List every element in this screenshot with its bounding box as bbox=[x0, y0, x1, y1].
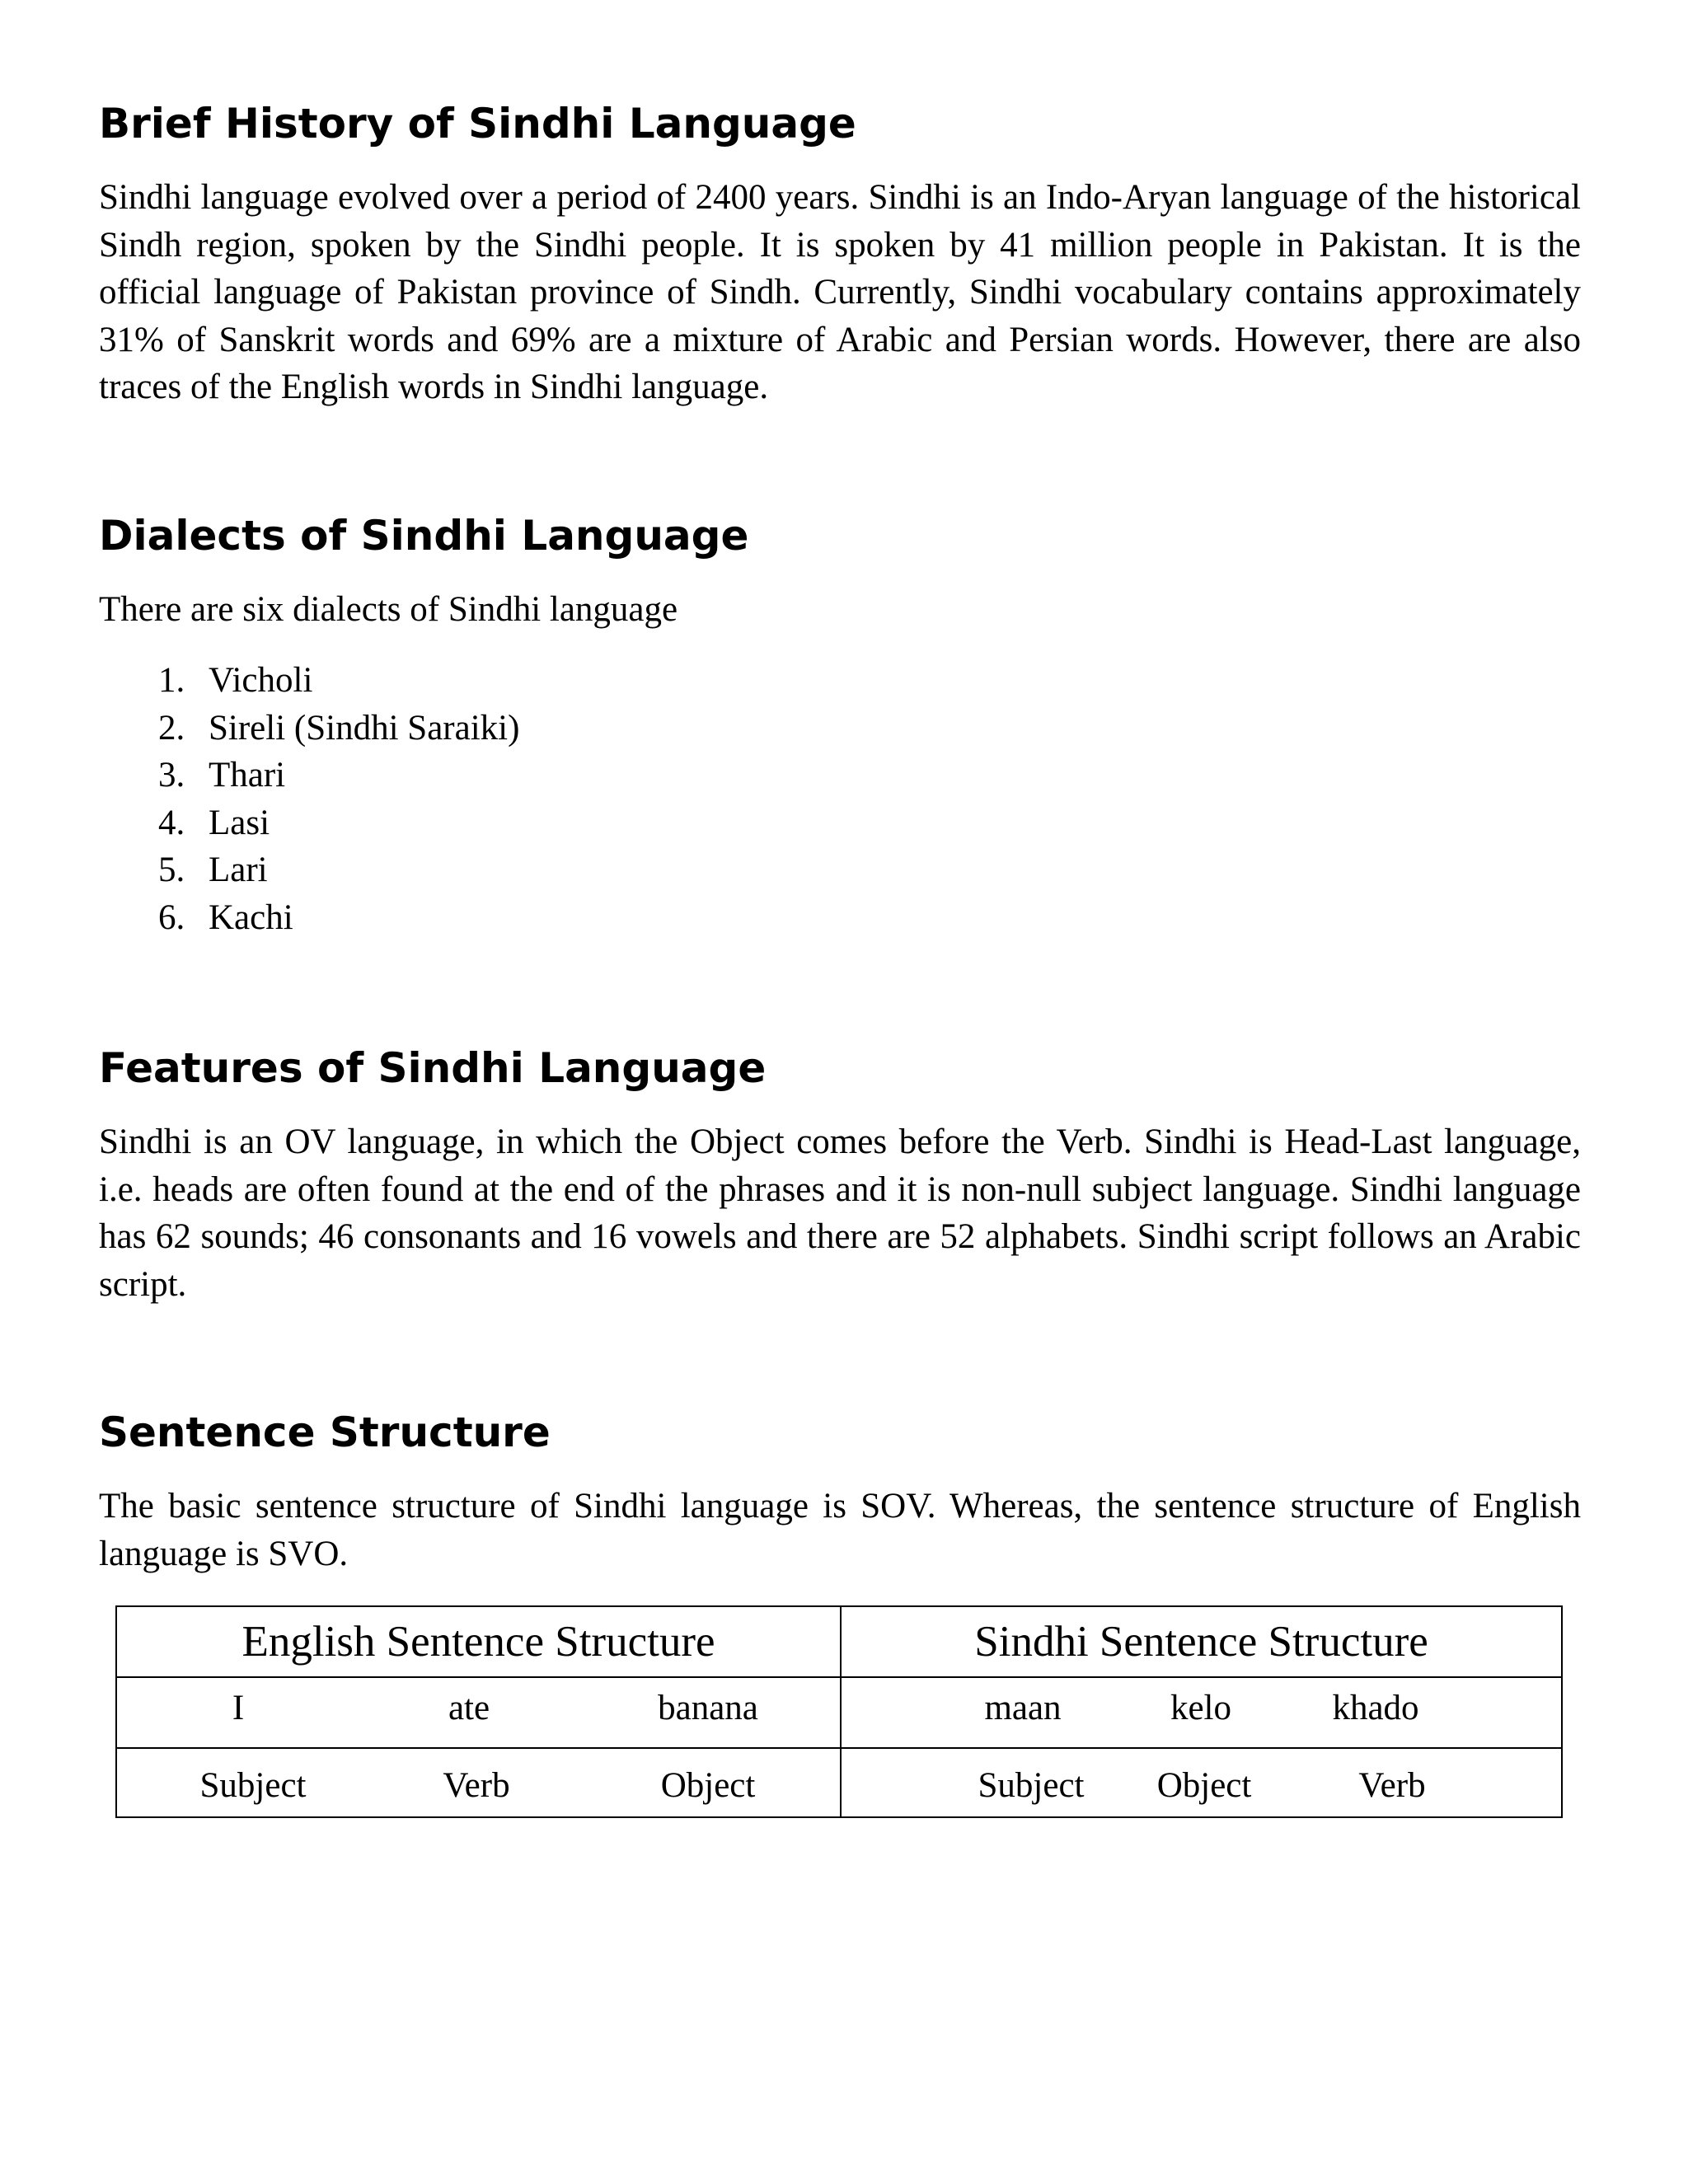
english-word-object: banana bbox=[658, 1689, 758, 1727]
english-role-2: Verb bbox=[443, 1766, 510, 1805]
english-word-subject: I bbox=[232, 1689, 245, 1727]
list-item bbox=[158, 846, 519, 894]
list-text: Vicholi bbox=[209, 661, 313, 700]
sindhi-role-3: Verb bbox=[1358, 1766, 1426, 1805]
english-role-1: Subject bbox=[199, 1766, 307, 1805]
paragraph-brief-history: Sindhi language evolved over a period of 2400 years. Sindhi is an Indo-Aryan language of the historical Sindh region, spoken by the Sindhi people. It is spoken by 41 million people in Pakistan. It is the official language of Pakistan province of Sindh. Currently, Sindhi vocabulary contains approximately 31% of Sanskrit words and 69% are a mixture of Arabic and Persian words. However, there are also traces of the English words in Sindhi language. bbox=[99, 178, 1581, 407]
list-text: Kachi bbox=[209, 898, 293, 937]
list-item bbox=[158, 752, 519, 799]
heading-sentence-structure: Sentence Structure bbox=[99, 1408, 551, 1456]
paragraph-sentence-structure: The basic sentence structure of Sindhi language is SOV. Whereas, the sentence structure of English language is SVO. bbox=[99, 1487, 1581, 1573]
sindhi-word-verb: khado bbox=[1332, 1689, 1419, 1727]
list-text: Thari bbox=[209, 756, 286, 795]
list-item bbox=[158, 705, 519, 752]
sentence-structure-table bbox=[115, 1605, 1563, 1818]
dialects-list bbox=[158, 657, 519, 942]
table-row bbox=[117, 1678, 840, 1749]
table-row bbox=[842, 1749, 1561, 1818]
sindhi-word-object: kelo bbox=[1170, 1689, 1232, 1727]
list-number: 3. bbox=[158, 756, 185, 795]
list-item bbox=[158, 894, 519, 942]
list-text: Sireli (Sindhi Saraiki) bbox=[209, 708, 520, 748]
english-word-verb: ate bbox=[448, 1689, 490, 1727]
list-number: 1. bbox=[158, 661, 185, 700]
heading-features: Features of Sindhi Language bbox=[99, 1044, 767, 1092]
sindhi-role-1: Subject bbox=[978, 1766, 1085, 1805]
table-row bbox=[842, 1678, 1561, 1749]
table-header-row bbox=[117, 1607, 840, 1678]
list-text: Lari bbox=[209, 851, 268, 890]
list-number: 4. bbox=[158, 803, 185, 842]
list-number: 2. bbox=[158, 708, 185, 748]
paragraph-features: Sindhi is an OV language, in which the Object comes before the Verb. Sindhi is Head-Last language, i.e. heads are often found at the end of the phrases and it is non-null subject language. Sindhi language has 62 sounds; 46 consonants and 16 vowels and there are 52 alphabets. Sindhi script follows an Arabic script. bbox=[99, 1122, 1581, 1304]
list-number: 5. bbox=[158, 851, 185, 890]
sindhi-structure-column bbox=[842, 1607, 1561, 1816]
list-item bbox=[158, 657, 519, 705]
paragraph-dialects-intro: There are six dialects of Sindhi language bbox=[99, 590, 678, 629]
table-header-row bbox=[842, 1607, 1561, 1678]
sindhi-word-subject: maan bbox=[984, 1689, 1062, 1727]
heading-brief-history: Brief History of Sindhi Language bbox=[99, 100, 856, 148]
english-structure-column bbox=[117, 1607, 842, 1816]
table-row bbox=[117, 1749, 840, 1818]
heading-dialects: Dialects of Sindhi Language bbox=[99, 512, 749, 560]
list-item bbox=[158, 799, 519, 847]
list-text: Lasi bbox=[209, 803, 270, 842]
list-number: 6. bbox=[158, 898, 185, 937]
sindhi-role-2: Object bbox=[1156, 1766, 1252, 1805]
sindhi-structure-header: Sindhi Sentence Structure bbox=[974, 1618, 1428, 1666]
english-role-3: Object bbox=[660, 1766, 756, 1805]
english-structure-header: English Sentence Structure bbox=[241, 1618, 715, 1666]
